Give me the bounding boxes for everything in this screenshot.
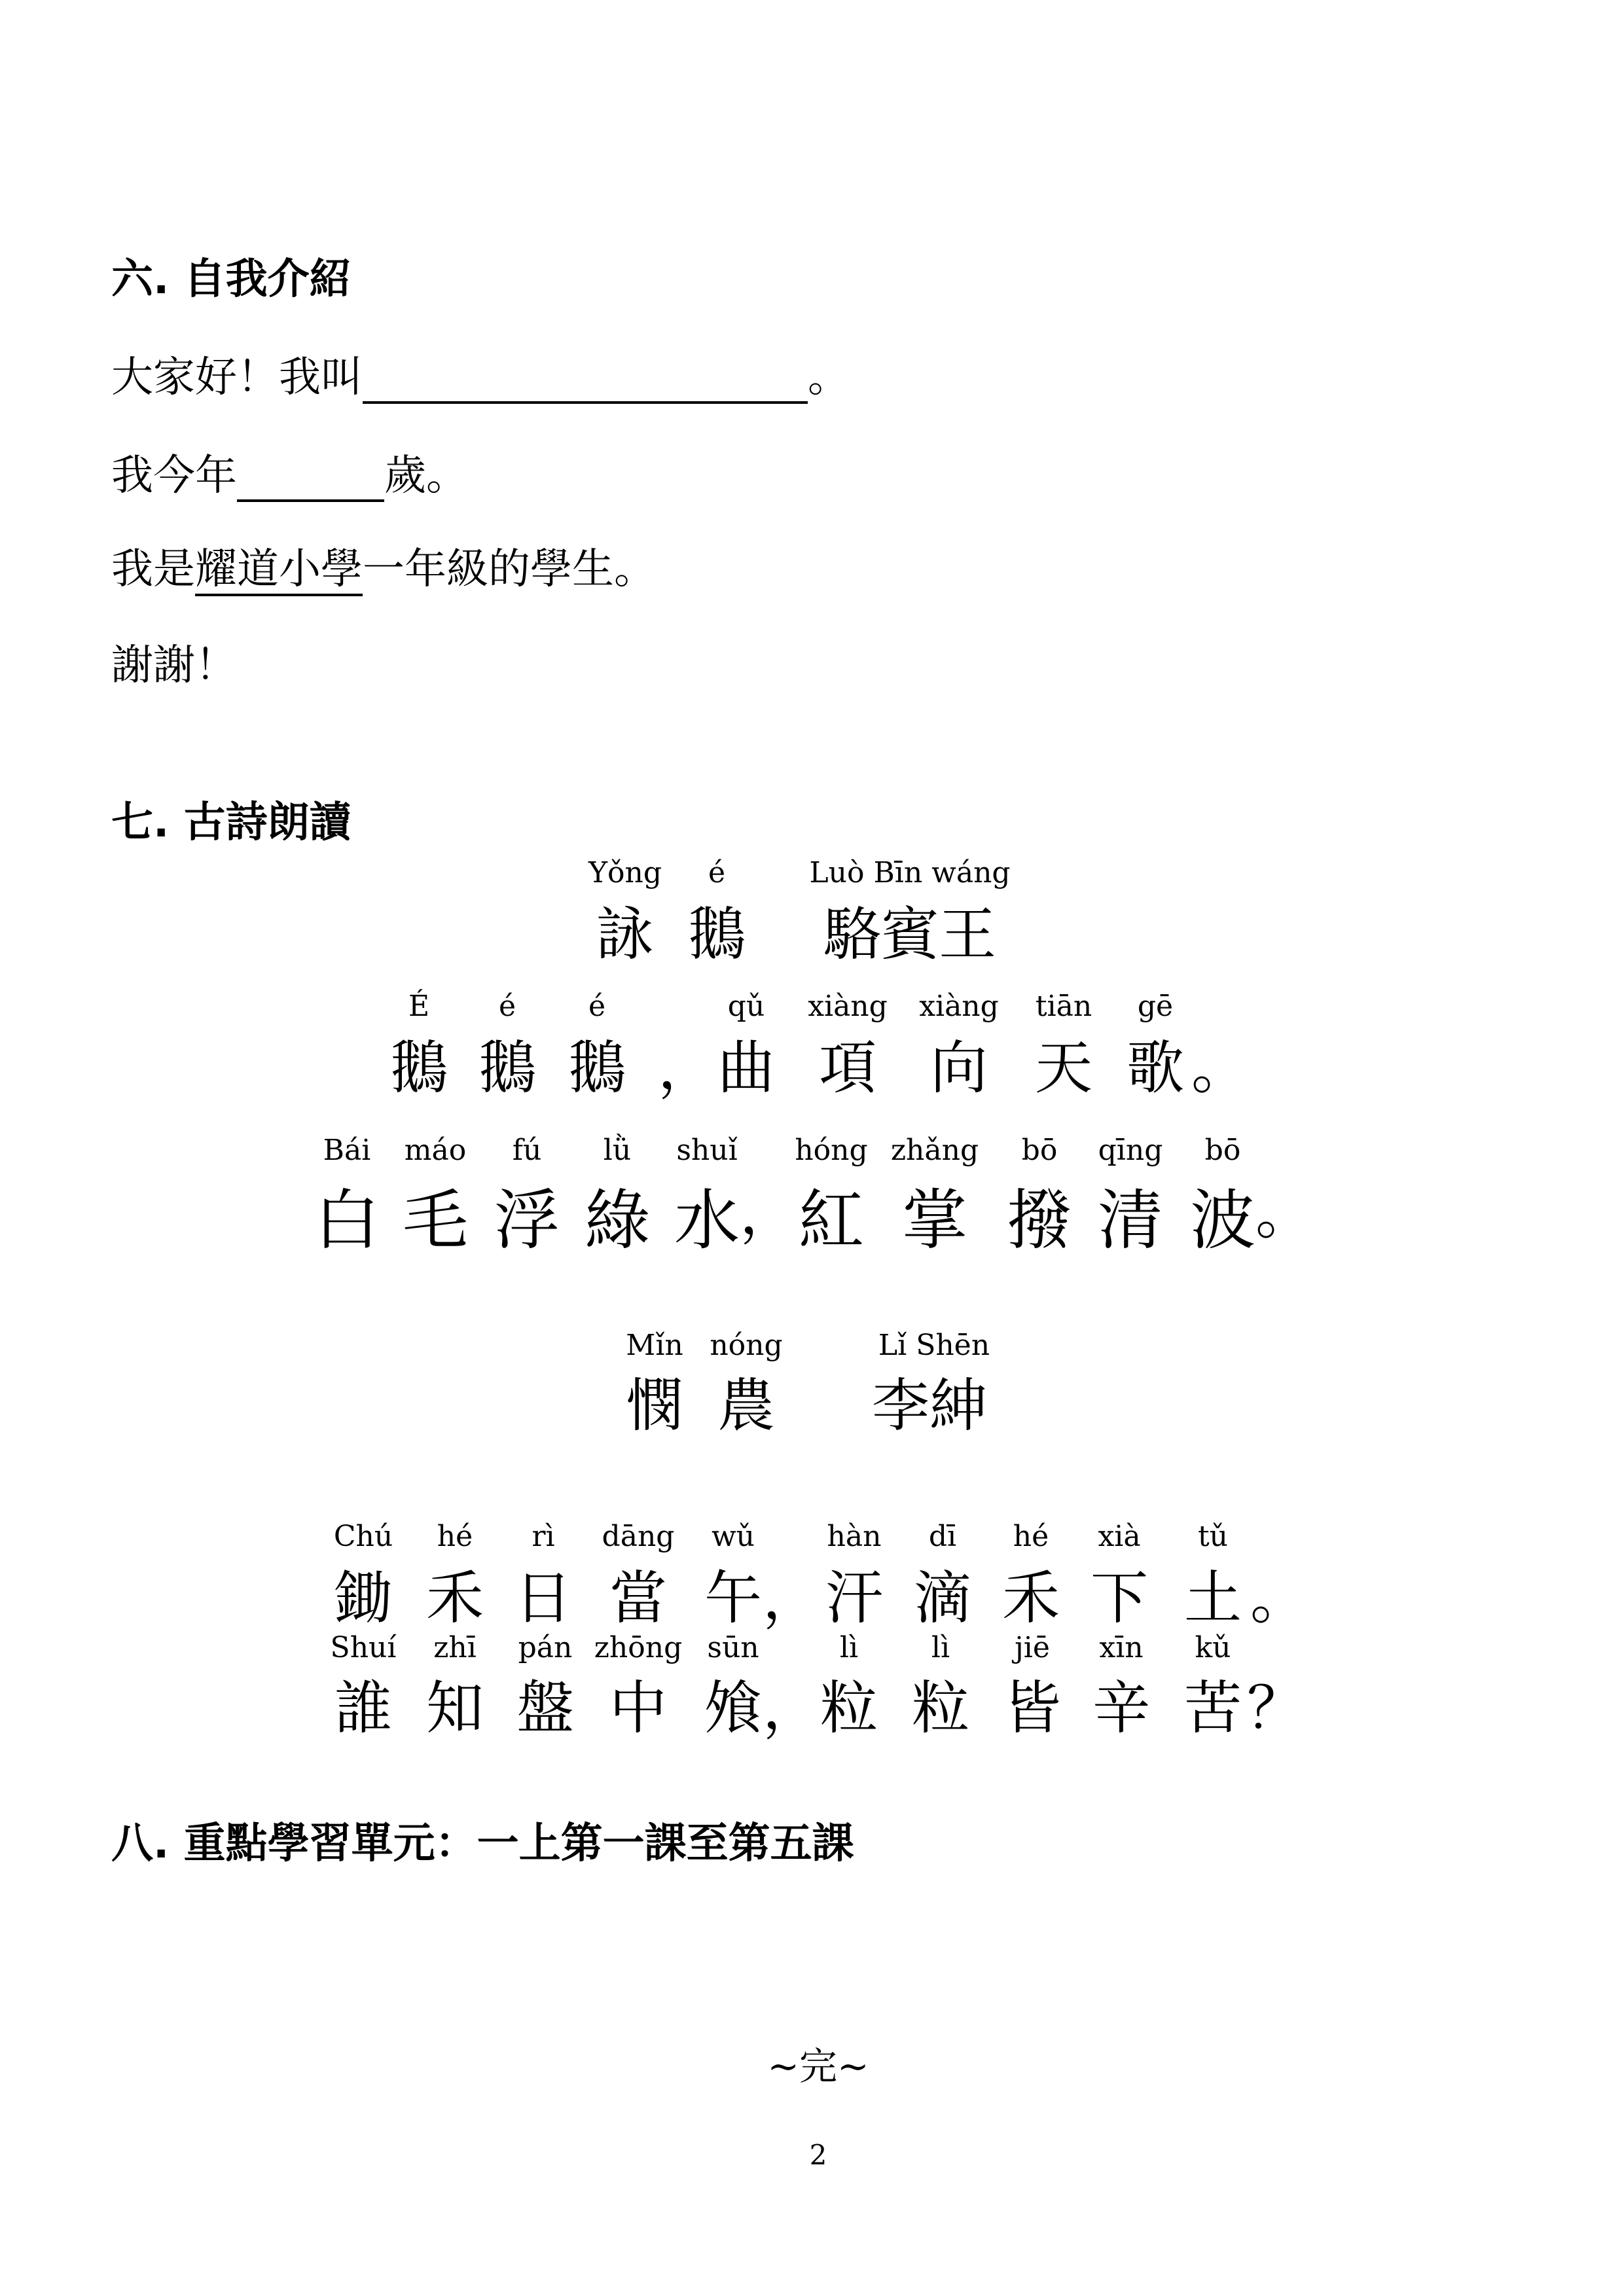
poem1-line2-char: 掌 [902, 1182, 967, 1259]
section7-heading: 七. 古詩朗讀 [111, 798, 352, 847]
poem2-line1-char: 日 [514, 1564, 572, 1632]
poem2-line2-char: 知 [425, 1674, 484, 1742]
poem2-line2-pinyin: xīn [1099, 1631, 1144, 1664]
poem1-line1-char: 鵝 [568, 1034, 626, 1102]
poem1-line1-char: 曲 [717, 1034, 775, 1102]
poem1-line2-pinyin: shuǐ [676, 1134, 738, 1167]
poem2-line1-char: 下 [1090, 1564, 1148, 1632]
poem2-line1-char: 當 [609, 1564, 667, 1632]
poem2-line2-char: 皆 [1003, 1674, 1061, 1742]
poem1-author: 駱賓王 [823, 901, 996, 968]
poem2-line2-pinyin: lì [839, 1631, 859, 1664]
poem1-line1-punctuation: ， [658, 1034, 716, 1102]
intro-age-suffix: 歲。 [384, 452, 468, 500]
intro-school-suffix: 一年級的學生。 [363, 545, 656, 594]
intro-name-prefix: 大家好！我叫 [111, 353, 363, 402]
poem2-line1-pinyin: hé [1013, 1520, 1049, 1553]
poem1-title-char: 鵝 [687, 901, 746, 968]
poem1-line2-char: 毛 [403, 1182, 468, 1259]
poem2-line2-pinyin: kǔ [1195, 1631, 1231, 1664]
poem1-line1-char: 鵝 [389, 1034, 448, 1102]
poem1-line1-pinyin: xiàng [919, 990, 999, 1023]
section6-heading: 六. 自我介紹 [111, 255, 352, 304]
poem2-line2-char: 辛 [1092, 1674, 1150, 1742]
poem2-line1-pinyin: tǔ [1197, 1520, 1229, 1553]
poem1-line2-char: 白 [314, 1182, 380, 1259]
poem2-line1-char: 汗 [825, 1564, 883, 1632]
poem2-line1-char: 禾 [425, 1564, 484, 1632]
poem1-line2-punctuation: ， [740, 1179, 798, 1247]
poem2-author: 李紳 [871, 1372, 987, 1439]
intro-name-suffix: 。 [808, 353, 850, 402]
poem2-line1-char: 鋤 [334, 1564, 392, 1632]
poem2-line1-pinyin: rì [532, 1520, 555, 1553]
poem2-line2-char: 中 [609, 1674, 667, 1742]
poem2-line2-punctuation: ？ [1247, 1674, 1305, 1742]
poem1-line2-pinyin: hóng [795, 1134, 868, 1167]
intro-age-line [111, 442, 468, 502]
poem1-line2-pinyin: bō [1021, 1134, 1058, 1167]
poem2-title-char: 農 [717, 1372, 775, 1439]
poem2-line2-char: 誰 [334, 1674, 392, 1742]
poem1-line2-punctuation: 。 [1255, 1179, 1314, 1247]
poem1-line2-pinyin: lǜ [603, 1134, 632, 1167]
poem1-line2-pinyin: Bái [323, 1134, 371, 1167]
poem1-line1-pinyin: é [588, 990, 606, 1023]
poem1-line2-char: 清 [1098, 1182, 1163, 1259]
poem1-line2-pinyin: fú [512, 1134, 542, 1167]
poem2-title-pinyin: Lǐ Shēn [878, 1329, 990, 1362]
poem2-line2-pinyin: pán [518, 1631, 573, 1664]
poem2-line2-pinyin: sūn [707, 1631, 759, 1664]
poem2-line2-pinyin: zhī [433, 1631, 477, 1664]
poem2-line1-pinyin: dāng [602, 1520, 675, 1553]
poem2-line2-char: 粒 [820, 1674, 878, 1742]
poem2-line1-char: 禾 [1001, 1564, 1060, 1632]
poem1-title-pinyin: Yǒng [588, 856, 662, 889]
page-number: 2 [809, 2139, 827, 2171]
poem2-line1-pinyin: hé [437, 1520, 473, 1553]
poem1-line2-char: 波 [1190, 1182, 1255, 1259]
intro-school-line [111, 535, 656, 596]
poem2-title-pinyin: Mǐn [626, 1329, 683, 1362]
poem2-title-pinyin: nóng [710, 1329, 783, 1362]
poem1-line1-char: 天 [1034, 1034, 1092, 1102]
poem1-title-pinyin: Luò Bīn wáng [809, 856, 1011, 889]
age-blank[interactable] [237, 459, 384, 502]
poem2-line1-pinyin: wǔ [712, 1520, 755, 1553]
poem1-line2-pinyin: bō [1204, 1134, 1241, 1167]
poem2-line2-pinyin: jiē [1015, 1631, 1050, 1664]
poem1-line2-char: 紅 [799, 1182, 864, 1259]
poem1-line1-char: 鵝 [478, 1034, 536, 1102]
poem2-line1-pinyin: xià [1098, 1520, 1141, 1553]
poem2-line2-char: 粒 [911, 1674, 969, 1742]
poem1-line1-pinyin: é [498, 990, 516, 1023]
intro-age-prefix: 我今年 [111, 452, 237, 500]
poem1-line2-char: 水 [674, 1182, 740, 1259]
poem1-line1-pinyin: tiān [1035, 990, 1092, 1023]
poem1-line2-char: 浮 [494, 1182, 560, 1259]
poem1-line1-char: 向 [929, 1034, 988, 1102]
poem2-line1-pinyin: hàn [827, 1520, 882, 1553]
poem2-line2-pinyin: zhōng [594, 1631, 683, 1664]
poem1-line2-pinyin: máo [404, 1134, 467, 1167]
poem1-line1-punctuation: 。 [1191, 1034, 1250, 1102]
poem2-line1-char: 午 [704, 1564, 762, 1632]
poem1-line1-char: 歌 [1126, 1034, 1184, 1102]
poem2-line1-pinyin: Chú [333, 1520, 393, 1553]
poem2-line1-punctuation: 。 [1250, 1564, 1308, 1632]
intro-school-prefix: 我是 [111, 545, 195, 594]
poem1-line1-pinyin: É [408, 990, 430, 1023]
poem2-line2-pinyin: lì [931, 1631, 950, 1664]
name-blank[interactable] [363, 361, 808, 404]
poem2-title-char: 憫 [625, 1372, 683, 1439]
poem1-line1-pinyin: qǔ [727, 990, 765, 1023]
poem1-title-char: 詠 [596, 901, 654, 968]
intro-name-line [111, 344, 850, 404]
poem2-line1-punctuation: ， [763, 1564, 821, 1632]
poem2-line1-pinyin: dī [928, 1520, 957, 1553]
poem2-line1-char: 土 [1183, 1564, 1242, 1632]
intro-thanks: 謝謝！ [111, 641, 237, 690]
poem1-line2-char: 綠 [585, 1182, 650, 1259]
poem1-line2-pinyin: zhǎng [890, 1134, 979, 1167]
poem2-line1-char: 滴 [913, 1564, 971, 1632]
poem2-line2-char: 苦 [1183, 1674, 1242, 1742]
poem2-line2-pinyin: Shuí [330, 1631, 397, 1664]
poem2-line2-char: 盤 [516, 1674, 574, 1742]
end-mark: ~完~ [767, 2044, 869, 2089]
section8-heading: 八. 重點學習單元：一上第一課至第五課 [111, 1820, 854, 1868]
school-name: 耀道小學 [195, 545, 363, 596]
poem1-line1-pinyin: xiàng [808, 990, 888, 1023]
poem2-line2-punctuation: ， [763, 1674, 821, 1742]
poem1-line1-pinyin: gē [1137, 990, 1174, 1023]
poem1-line2-char: 撥 [1007, 1182, 1072, 1259]
poem2-line2-char: 飧 [704, 1674, 762, 1742]
poem1-title-pinyin: é [708, 856, 726, 889]
poem1-line2-pinyin: qīng [1098, 1134, 1163, 1167]
poem1-line1-char: 項 [818, 1034, 876, 1102]
